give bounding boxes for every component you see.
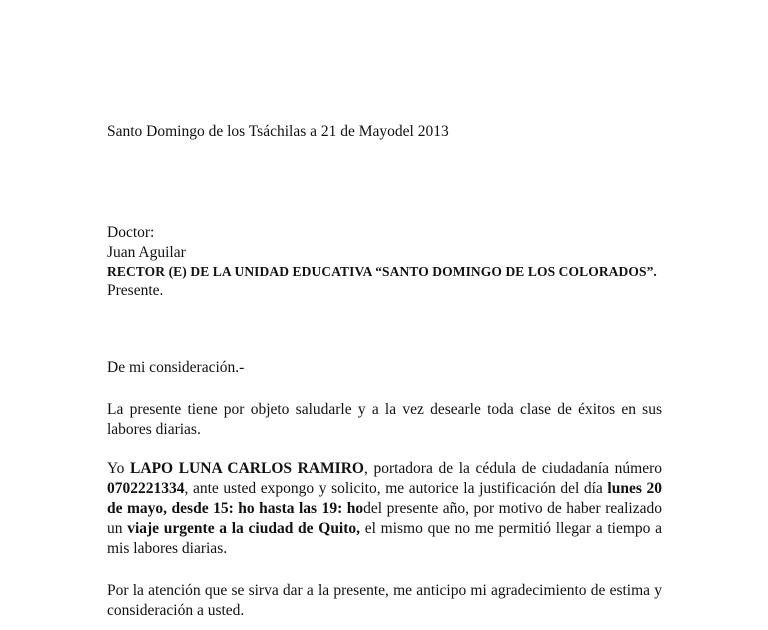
id-number: 0702221334 xyxy=(107,480,185,497)
paragraph-objective: La presente tiene por objeto saludarle y a la vez desearle toda clase de éxitos en sus labores diarias. xyxy=(107,401,662,438)
request-text-1: Yo xyxy=(107,460,131,477)
paragraph-request xyxy=(107,459,662,559)
addressee-closing: Presente. xyxy=(107,282,164,299)
date-range: lunes 20 de mayo, desde 15: ho hasta las 19: ho xyxy=(107,480,662,517)
addressee-block xyxy=(107,223,662,301)
request-text-2: , portadora de la cédula de ciudadanía número xyxy=(363,460,663,477)
reason-text: viaje urgente a la ciudad de Quito, xyxy=(127,520,361,537)
addressee-position: RECTOR (E) DE LA UNIDAD EDUCATIVA “SANTO DOMINGO DE LOS COLORADOS”. xyxy=(107,264,657,279)
paragraph-thanks: Por la atención que se sirva dar a la presente, me anticipo mi agradecimiento de estima y consideración a usted. xyxy=(107,582,662,619)
request-text-5: el mismo que no me permitió llegar a tiempo a mis labores diarias. xyxy=(107,520,663,557)
date-line: Santo Domingo de los Tsáchilas a 21 de Mayodel 2013 xyxy=(107,123,449,140)
addressee-title: Doctor: xyxy=(107,224,155,241)
request-text-3: , ante usted expongo y solicito, me autorice la justificación del día xyxy=(184,480,608,497)
requester-name: LAPO LUNA CARLOS RAMIRO xyxy=(130,460,364,477)
addressee-name: Juan Aguilar xyxy=(107,244,186,261)
request-text-4: del presente año, por motivo de haber realizado un xyxy=(107,500,662,537)
greeting: De mi consideración.- xyxy=(107,359,245,376)
